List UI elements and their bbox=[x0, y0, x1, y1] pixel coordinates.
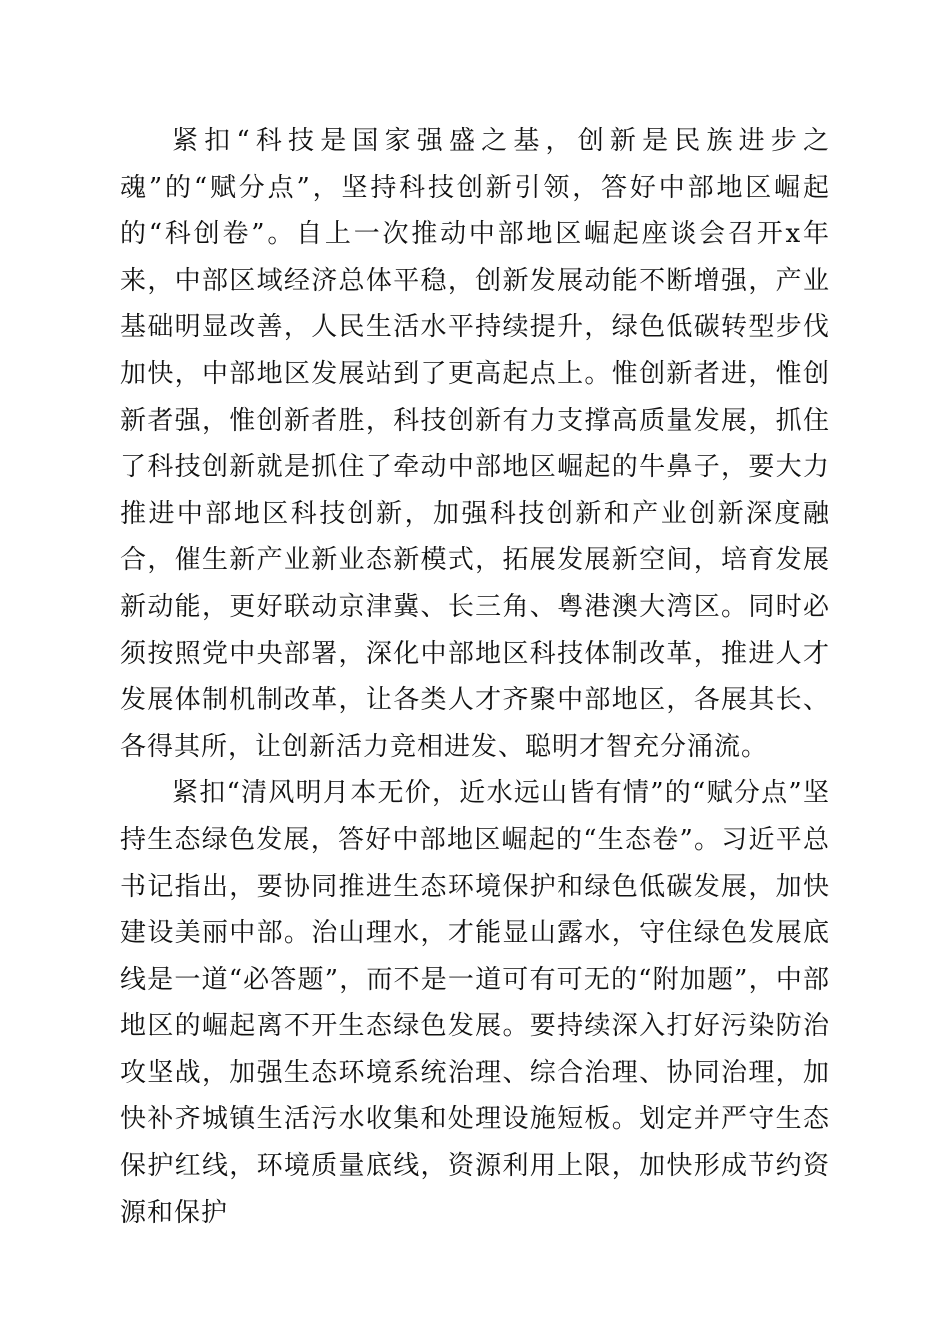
body-paragraph-2: 紧扣“清风明月本无价，近水远山皆有情”的“赋分点”坚持生态绿色发展，答好中部地区崛起的“生态卷”。习近平总书记指出，要协同推进生态环境保护和绿色低碳发展，加快建设美丽中部。治山理水，才能显山露水，守住绿色发展底线是一道“必答题”，而不是一道可有可无的“附加题”，中部地区的崛起离不开生态绿色发展。要持续深入打好污染防治攻坚战，加强生态环境系统治理、综合治理、协同治理，加快补齐城镇生活污水收集和处理设施短板。划定并严守生态保护红线，环境质量底线，资源利用上限，加快形成节约资源和保护 bbox=[120, 778, 830, 1228]
body-paragraph-1: 紧扣“科技是国家强盛之基，创新是民族进步之魂”的“赋分点”，坚持科技创新引领，答好中部地区崛起的“科创卷”。自上一次推动中部地区崛起座谈会召开x年来，中部区域经济总体平稳，创新发展动能不断增强，产业基础明显改善，人民生活水平持续提升，绿色低碳转型步伐加快，中部地区发展站到了更高起点上。惟创新者进，惟创新者强，惟创新者胜，科技创新有力支撑高质量发展，抓住了科技创新就是抓住了牵动中部地区崛起的牛鼻子，要大力推进中部地区科技创新，加强科技创新和产业创新深度融合，催生新产业新业态新模式，拓展发展新空间，培育发展新动能，更好联动京津冀、长三角、粤港澳大湾区。同时必须按照党中央部署，深化中部地区科技体制改革，推进人才发展体制机制改革，让各类人才齐聚中部地区，各展其长、各得其所，让创新活力竞相进发、聪明才智充分涌流。 bbox=[120, 126, 830, 762]
document-page bbox=[120, 118, 830, 1236]
